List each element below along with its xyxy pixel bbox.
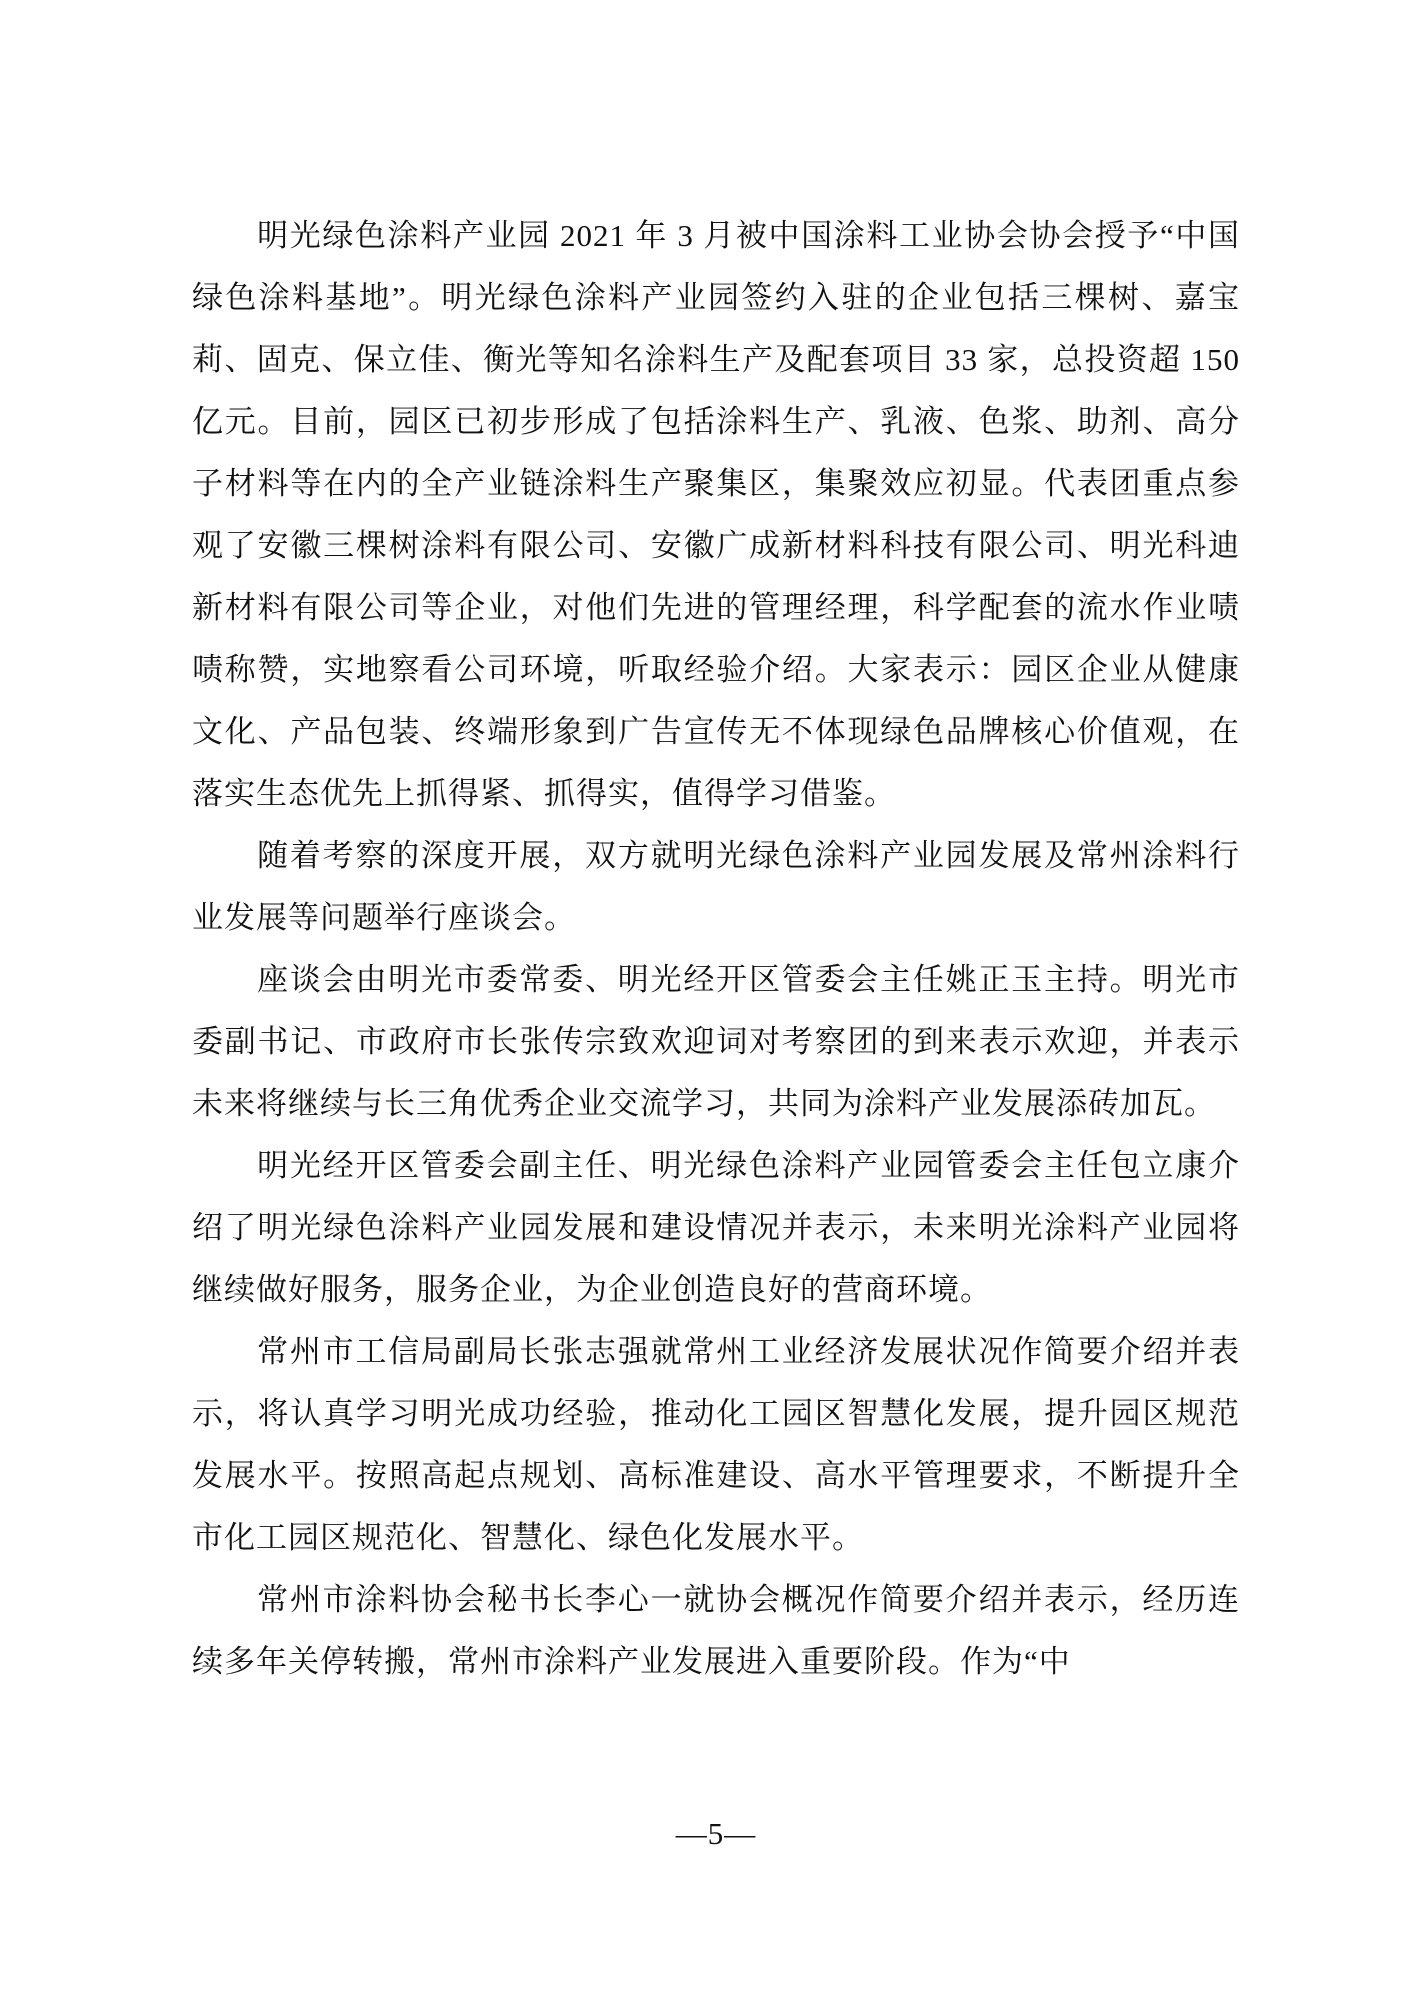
paragraph: 常州市工信局副局长张志强就常州工业经济发展状况作简要介绍并表示，将认真学习明光成功经验，推动化工园区智慧化发展，提升园区规范发展水平。按照高起点规划、高标准建设、高水平管理要求，不断提升全市化工园区规范化、智慧化、绿色化发展水平。 bbox=[192, 1334, 1240, 1555]
page-number: —5— bbox=[675, 1816, 757, 1851]
paragraph: 明光经开区管委会副主任、明光绿色涂料产业园管委会主任包立康介绍了明光绿色涂料产业园发展和建设情况并表示，未来明光涂料产业园将继续做好服务，服务企业，为企业创造良好的营商环境。 bbox=[192, 1148, 1240, 1307]
paragraph: 座谈会由明光市委常委、明光经开区管委会主任姚正玉主持。明光市委副书记、市政府市长张传宗致欢迎词对考察团的到来表示欢迎，并表示未来将继续与长三角优秀企业交流学习，共同为涂料产业发展添砖加瓦。 bbox=[192, 962, 1240, 1121]
paragraph: 随着考察的深度开展，双方就明光绿色涂料产业园发展及常州涂料行业发展等问题举行座谈会。 bbox=[192, 838, 1240, 935]
document-body bbox=[192, 205, 1240, 1693]
paragraph: 明光绿色涂料产业园 2021 年 3 月被中国涂料工业协会协会授予“中国绿色涂料基地”。明光绿色涂料产业园签约入驻的企业包括三棵树、嘉宝莉、固克、保立佳、衡光等知名涂料生产及配套项目 33 家，总投资超 150 亿元。目前，园区已初步形成了包括涂料生产、乳液、色浆、助剂、高分子材料等在内的全产业链涂料生产聚集区，集聚效应初显。代表团重点参观了安徽三棵树涂料有限公司、安徽广成新材料科技有限公司、明光科迪新材料有限公司等企业，对他们先进的管理经理，科学配套的流水作业啧啧称赞，实地察看公司环境，听取经验介绍。大家表示：园区企业从健康文化、产品包装、终端形象到广告宣传无不体现绿色品牌核心价值观，在落实生态优先上抓得紧、抓得实，值得学习借鉴。 bbox=[192, 218, 1240, 811]
paragraph: 常州市涂料协会秘书长李心一就协会概况作简要介绍并表示，经历连续多年关停转搬，常州市涂料产业发展进入重要阶段。作为“中 bbox=[192, 1582, 1240, 1679]
